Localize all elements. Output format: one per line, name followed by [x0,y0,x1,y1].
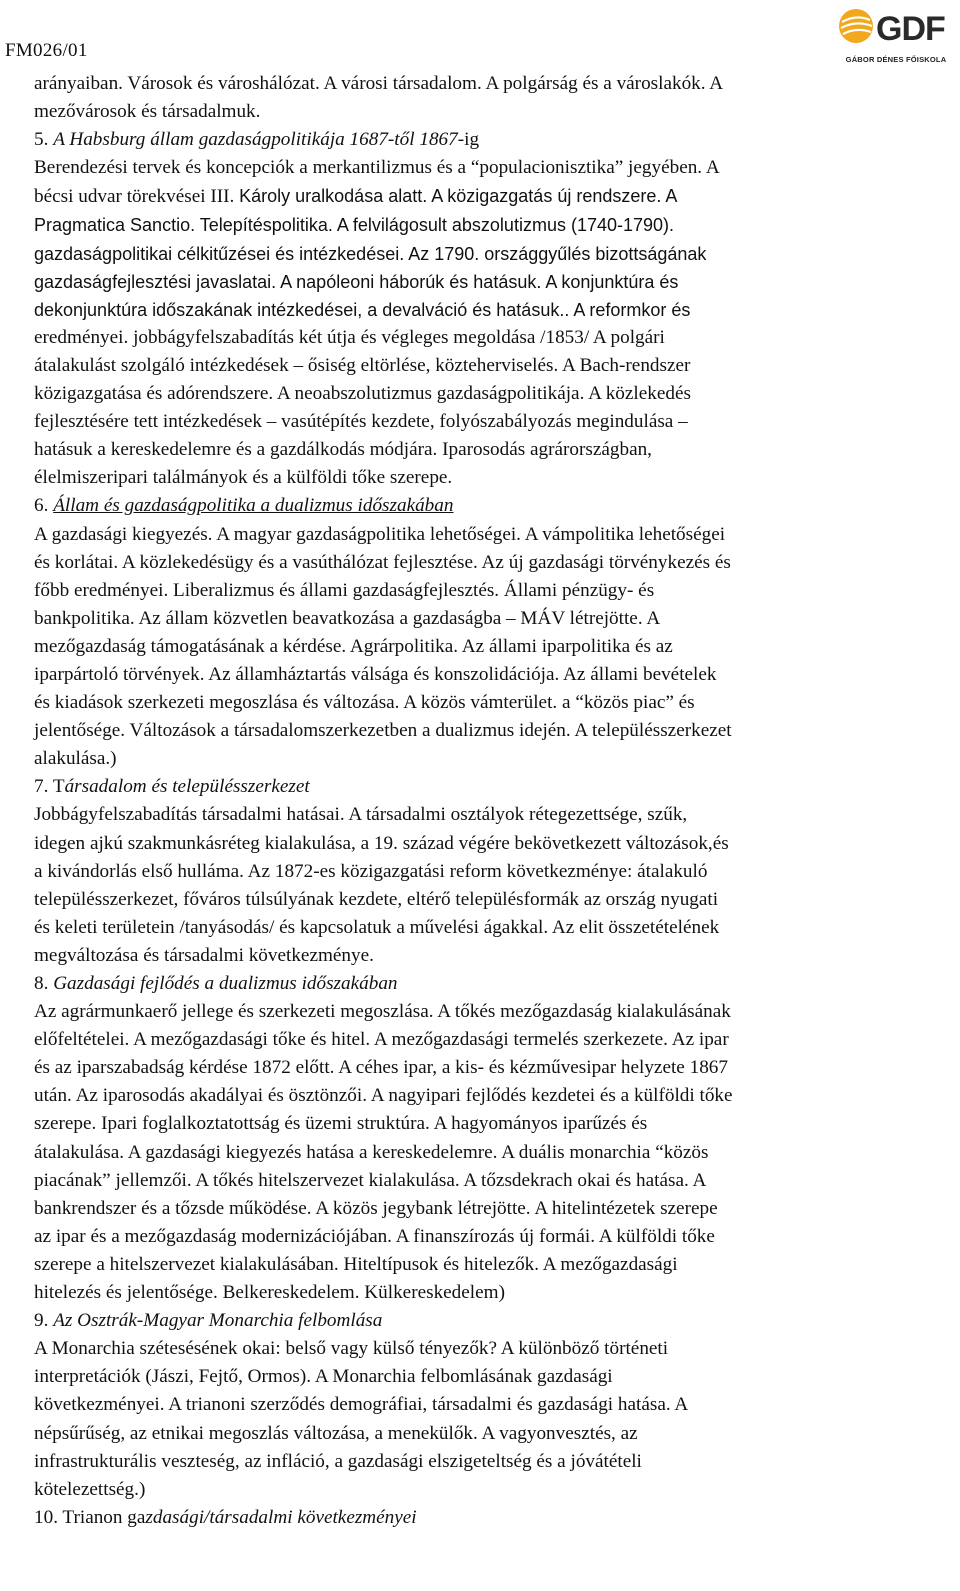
text-line: A gazdasági kiegyezés. A magyar gazdaságpolitika lehetőségei. A vámpolitika lehetőségei [34,523,726,545]
section-title: A Habsburg állam gazdaságpolitikája 1687-től 1867 [53,129,458,151]
text-line: interpretációk (Jászi, Fejtő, Ormos). A Monarchia felbomlásának gazdasági [34,1366,613,1388]
text-line: előfeltételei. A mezőgazdasági tőke és hitel. A mezőgazdasági termelés szerkezete. Az ipar [34,1029,729,1051]
text-line: Az agrármunkaerő jellege és szerkezeti megoszlása. A tőkés mezőgazdaság kialakulásának [34,1001,731,1023]
text-line: településszerkezet, főváros túlsúlyának kezdete, eltérő településformák az ország nyugati [34,888,719,910]
section-heading [34,1504,950,1532]
text-line: Jobbágyfelszabadítás társadalmi hatásai. A társadalmi osztályok rétegezettsége, szűk, [34,804,688,826]
text-line: fejlesztésére tett intézkedések – vasútépítés kezdete, folyószabályozás megindulása – [34,411,688,433]
text-line: arányaiban. Városok és városhálózat. A városi társadalom. A polgárság és a városlakók. A [34,73,724,94]
text-line: Pragmatica Sanctio. Telepítéspolitika. A felvilágosult abszolutizmus (1740-1790). [34,215,675,236]
text-line: átalakulása. A gazdasági kiegyezés hatása a kereskedelemre. A duális monarchia “közös [34,1141,709,1163]
text-line: következményei. A trianoni szerződés demográfiai, társadalmi és gazdasági hatása. A [34,1394,689,1416]
section-title: Állam és gazdaságpolitika a dualizmus időszakában [53,495,454,517]
text-line: a kivándorlás első hulláma. Az 1872-es közigazgatási reform következménye: átalakuló [34,860,708,882]
text-line: népsűrűség, az etnikai megoszlás változása, a menekülők. A vagyonvesztés, az [34,1422,638,1444]
text-line: után. Az iparosodás akadályai és ösztönzői. A nagyipari fejlődés kezdetei és a külföldi tőke [34,1085,733,1107]
section-title-suffix: -ig [457,129,480,151]
text-line: kötelezettség.) [34,1478,146,1500]
section-number: 7. T [34,776,65,798]
text-line: hatásuk a kereskedelemre és a gazdálkodás módjára. Iparosodás agrárországban, [34,439,652,461]
text-line: és az iparszabadság kérdése 1872 előtt. A céhes ipar, a kis- és kézművesipar helyzete 1867 [34,1057,728,1079]
text-line: gazdaságfejlesztési javaslatai. A napóleoni háborúk és hatásuk. A konjunktúra és [34,271,679,292]
text-segment: Károly uralkodása alatt. A közigazgatás új rendszere. A [239,186,678,207]
text-line: idegen ajkú szakmunkásréteg kialakulása, a 19. század végére bekövetkezett változások,és [34,832,729,854]
text-line: A Monarchia szétesésének okai: belső vagy külső tényezők? A különböző történeti [34,1338,669,1360]
section-number: 8. [34,973,54,994]
text-line: az ipar és a mezőgazdaság modernizációjában. A finanszírozás új formái. A külföldi tőke [34,1225,715,1247]
text-line: megváltozása és társadalmi következménye. [34,944,374,966]
document-body [34,70,950,1532]
text-line: alakulása.) [34,748,117,770]
section-heading [34,492,950,520]
text-line: és kiadások szerkezeti megoszlása és változása. A közös vámterület. a “közös piac” és [34,692,695,714]
text-line: bankrendszer és a tőzsde működése. A közös jegybank létrejötte. A hitelintézetek szerepe [34,1197,718,1219]
text-line: Berendezési tervek és koncepciók a merkantilizmus és a “populacionisztika” jegyében. A [34,157,720,179]
text-line: és korlátai. A közlekedésügy és a vasúthálózat fejlesztése. Az új gazdasági törvénykezés és [34,551,731,573]
section-number: 10. Trianon ga [34,1506,146,1528]
section-number: 5. [34,129,54,151]
text-line: bankpolitika. Az állam közvetlen beavatkozása a gazdaságba – MÁV létrejötte. A [34,607,661,629]
text-line: szerepe a hitelszervezet kialakulásában. Hiteltípusok és hitelezők. A mezőgazdasági [34,1253,678,1275]
text-line: eredményei. jobbágyfelszabadítás két útja és végleges megoldása /1853/ A polgári [34,326,665,348]
logo-wordmark: GDF [876,10,945,48]
logo-emblem-icon [839,9,873,43]
text-line [34,182,950,211]
section-title: ársadalom és településszerkezet [64,776,310,798]
text-line: hitelezés és jelentősége. Belkereskedelem. Külkereskedelem) [34,1282,505,1304]
section-title: zdasági/társadalmi következményei [145,1506,417,1528]
section-title: Az Osztrák-Magyar Monarchia felbomlása [53,1310,383,1332]
section-title: Gazdasági fejlődés a dualizmus időszakában [53,973,398,994]
text-line: jelentősége. Változások a társadalomszerkezetben a dualizmus idején. A településszerkezet [34,720,732,742]
text-segment: bécsi udvar törekvései III. [34,186,240,208]
logo-caption: GÁBOR DÉNES FŐISKOLA [845,55,947,64]
text-line: átalakulást szolgáló intézkedések – ősiség eltörlése, közteherviselés. A Bach-rendszer [34,354,691,376]
text-line: piacának” jellemzői. A tőkés hitelszervezet kialakulása. A tőzsdekrach okai és hatása. A [34,1169,707,1191]
text-line: mezőgazdaság támogatásának a kérdése. Agrárpolitika. Az állami iparpolitika és az [34,635,673,657]
text-line: főbb eredményei. Liberalizmus és állami gazdaságfejlesztés. Állami pénzügy- és [34,579,655,601]
text-line: szerepe. Ipari foglalkoztatottság és üzemi struktúra. A hagyományos iparűzés és [34,1113,648,1135]
text-line: közigazgatása és adórendszere. A neoabszolutizmus gazdaságpolitikája. A közlekedés [34,383,691,405]
section-heading [34,1307,950,1335]
section-number: 9. [34,1310,54,1332]
text-line: infrastrukturális veszteség, az infláció, a gazdasági elszigeteltség és a jóvátételi [34,1450,642,1472]
text-line: mezővárosok és társadalmuk. [34,101,261,123]
document-code: FM026/01 [5,40,88,61]
section-heading [34,126,950,154]
text-line: élelmiszeripari találmányok és a külföldi tőke szerepe. [34,467,453,489]
section-number: 6. [34,495,54,517]
section-heading [34,970,950,998]
text-line: és keleti területein /tanyásodás/ és kapcsolatuk a művelési ágakkal. Az elit összetételének [34,916,720,938]
section-heading [34,773,950,801]
text-line: iparpártoló törvények. Az államháztartás válsága és konszolidációja. Az állami bevételek [34,663,717,685]
text-line: gazdaságpolitikai célkitűzései és intézkedései. Az 1790. országgyűlés bizottságának [34,243,707,264]
page-header [0,0,960,68]
text-line: dekonjunktúra időszakának intézkedései, a devalváció és hatásuk.. A reformkor és [34,299,691,320]
